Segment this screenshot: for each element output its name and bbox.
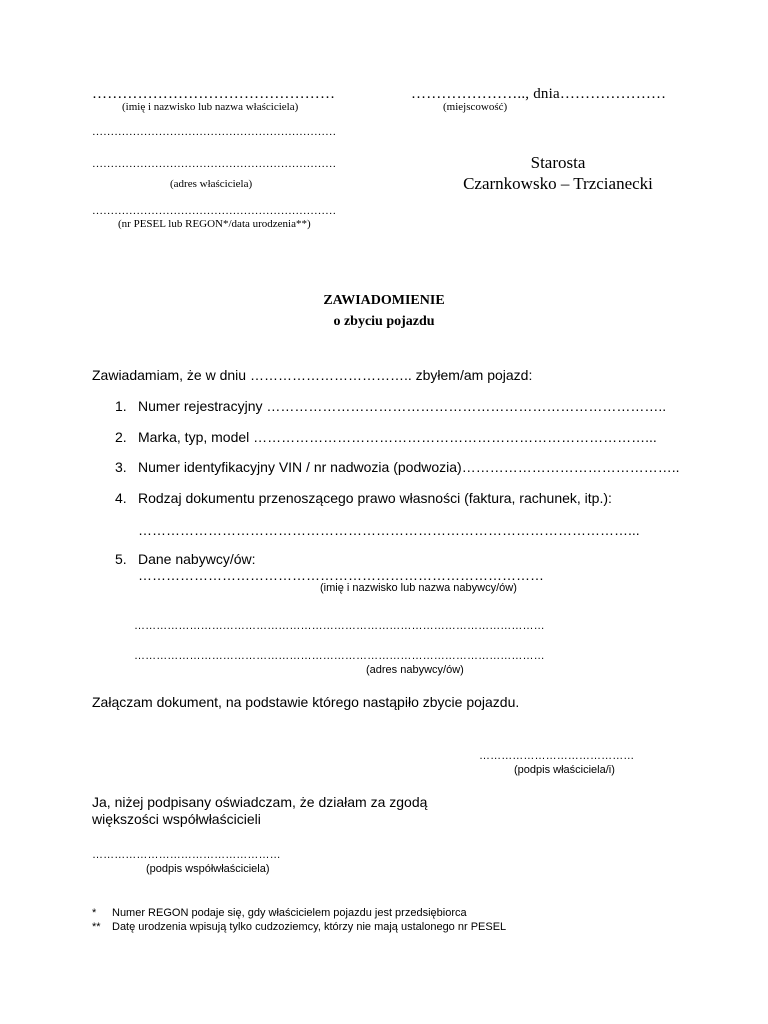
item-ownership-document-field: ……………………………………………………………………………………………... [138,522,640,538]
declaration-line-2: większości współwłaścicieli [92,811,261,827]
owner-address-line-2: ………………………………………………………… [92,158,337,170]
pesel-field: ………………………………………………………… [92,205,337,217]
buyer-address-line-2: ………………………………………………………………………………………………… [134,650,545,662]
item-number: 5. [115,551,127,567]
item-number: 1. [115,398,127,414]
coowner-signature-field: …………………………………………… [92,849,281,861]
owner-signature-field: …………………………………… [479,750,635,762]
intro-sentence: Zawiadamiam, że w dniu …………………………….. zbyłem/am pojazd: [92,367,533,383]
footnote-mark: ** [92,921,101,933]
buyer-address-caption: (adres nabywcy/ów) [366,664,464,676]
item-ownership-document: Rodzaj dokumentu przenoszącego prawo własności (faktura, rachunek, itp.): [138,490,612,506]
footnote-mark: * [92,907,97,919]
owner-address-caption: (adres właściciela) [170,178,253,190]
footnote-regon: Numer REGON podaje się, gdy właścicielem pojazdu jest przedsiębiorca [112,907,467,919]
item-registration-number: Numer rejestracyjny ………………………………………………………………………….. [138,398,667,414]
buyer-address-line-1: ………………………………………………………………………………………………… [134,620,545,632]
owner-signature-caption: (podpis właściciela/i) [514,764,615,776]
footnote-birthdate: Datę urodzenia wpisują tylko cudzoziemcy, którzy nie mają ustalonego nr PESEL [112,921,507,933]
item-number: 3. [115,459,127,475]
item-make-model: Marka, typ, model …………………………………………………………………………... [138,429,657,445]
pesel-caption: (nr PESEL lub REGON*/data urodzenia**) [118,218,311,230]
owner-name-field: ………………………………………… [92,86,336,102]
declaration-line-1: Ja, niżej podpisany oświadczam, że działam za zgodą [92,794,428,810]
addressee-office: Czarnkowsko – Trzcianecki [463,174,653,193]
owner-name-caption: (imię i nazwisko lub nazwa właściciela) [122,101,299,113]
coowner-signature-caption: (podpis współwłaściciela) [146,863,270,875]
item-vin: Numer identyfikacyjny VIN / nr nadwozia (podwozia)……………………………………….. [138,459,680,475]
place-caption: (miejscowość) [443,101,508,113]
item-buyer-data: Dane nabywcy/ów: [138,551,256,567]
document-title: ZAWIADOMIENIE [323,293,445,308]
document-subtitle: o zbyciu pojazdu [333,314,435,329]
owner-address-line-1: ………………………………………………………… [92,126,337,138]
addressee-title: Starosta [530,153,586,172]
item-number: 2. [115,429,127,445]
attachment-statement: Załączam dokument, na podstawie którego nastąpiło zbycie pojazdu. [92,694,520,710]
place-date-field: ………………….., dnia………………… [411,86,667,102]
item-number: 4. [115,490,127,506]
buyer-name-caption: (imię i nazwisko lub nazwa nabywcy/ów) [320,582,517,594]
buyer-name-field: …………………………………………………………………………… [138,567,544,583]
